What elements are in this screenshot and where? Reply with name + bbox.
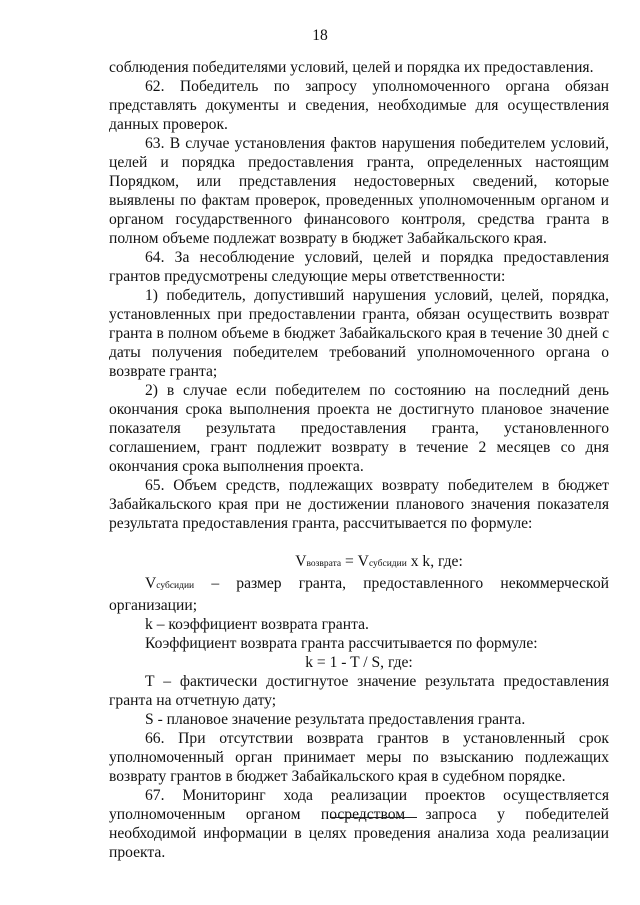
paragraph-65: 65. Объем средств, подлежащих возврату победителем в бюджет Забайкальского края при не достижении планового значения показателя результата предоставления гранта, рассчитывается по формуле: (109, 477, 609, 532)
paragraph-continuation: соблюдения победителями условий, целей и порядка их предоставления. (109, 59, 594, 76)
paragraph-62: 62. Победитель по запросу уполномоченного органа обязан представлять документы и сведения, необходимые для осуществления данных проверок. (109, 78, 609, 133)
page-number: 18 (312, 27, 328, 44)
paragraph-63: 63. В случае установления фактов нарушения победителем условий, целей и порядка предоставления гранта, определенных настоящим Порядком, или представления недостоверных сведений, которые выявлены по фактам проверок, проведенных уполномоченным органом и органом государственного финансового контроля, средства гранта в полном объеме подлежат возврату в бюджет Забайкальского края. (109, 135, 609, 247)
end-divider-line (330, 817, 417, 818)
definition-k: k – коэффициент возврата гранта. (145, 616, 369, 633)
paragraph-64-item-1: 1) победитель, допустивший нарушения условий, целей, порядка, установленных при предоставлении гранта, обязан осуществить возврат гранта в полном объеме в бюджет Забайкальского края в течение 30 дней с даты получения победителем требований уполномоченного органа о возврате гранта; (109, 287, 609, 380)
paragraph-67: 67. Мониторинг хода реализации проектов осуществляется уполномоченным органом посредством запроса у победителей необходимой информации в целях проведения анализа хода реализации проекта. (109, 787, 609, 861)
definition-s: S - плановое значение результата предоставления гранта. (145, 711, 526, 728)
paragraph-64: 64. За несоблюдение условий, целей и порядка предоставления грантов предусмотрены следующие меры ответственности: (109, 249, 609, 285)
formula-return-volume: Vвозврата = Vсубсидии x k, где: (295, 553, 463, 570)
document-body (109, 58, 609, 862)
definition-v-subsidy: Vсубсидии – размер гранта, предоставленного некоммерческой организации; (109, 575, 609, 614)
coefficient-intro: Коэффициент возврата гранта рассчитывается по формуле: (145, 635, 538, 652)
paragraph-64-item-2: 2) в случае если победителем по состоянию на последний день окончания срока выполнения проекта не достигнуто плановое значение показателя результата предоставления гранта, установленного соглашением, грант подлежит возврату в течение 2 месяцев со дня окончания срока выполнения проекта. (109, 382, 609, 475)
formula-coefficient: k = 1 - T / S, где: (305, 654, 413, 671)
definition-t: Т – фактически достигнутое значение результата предоставления гранта на отчетную дату; (109, 673, 609, 709)
paragraph-66: 66. При отсутствии возврата грантов в установленный срок уполномоченный орган принимает меры по взысканию подлежащих возврату грантов в бюджет Забайкальского края в судебном порядке. (109, 730, 609, 785)
